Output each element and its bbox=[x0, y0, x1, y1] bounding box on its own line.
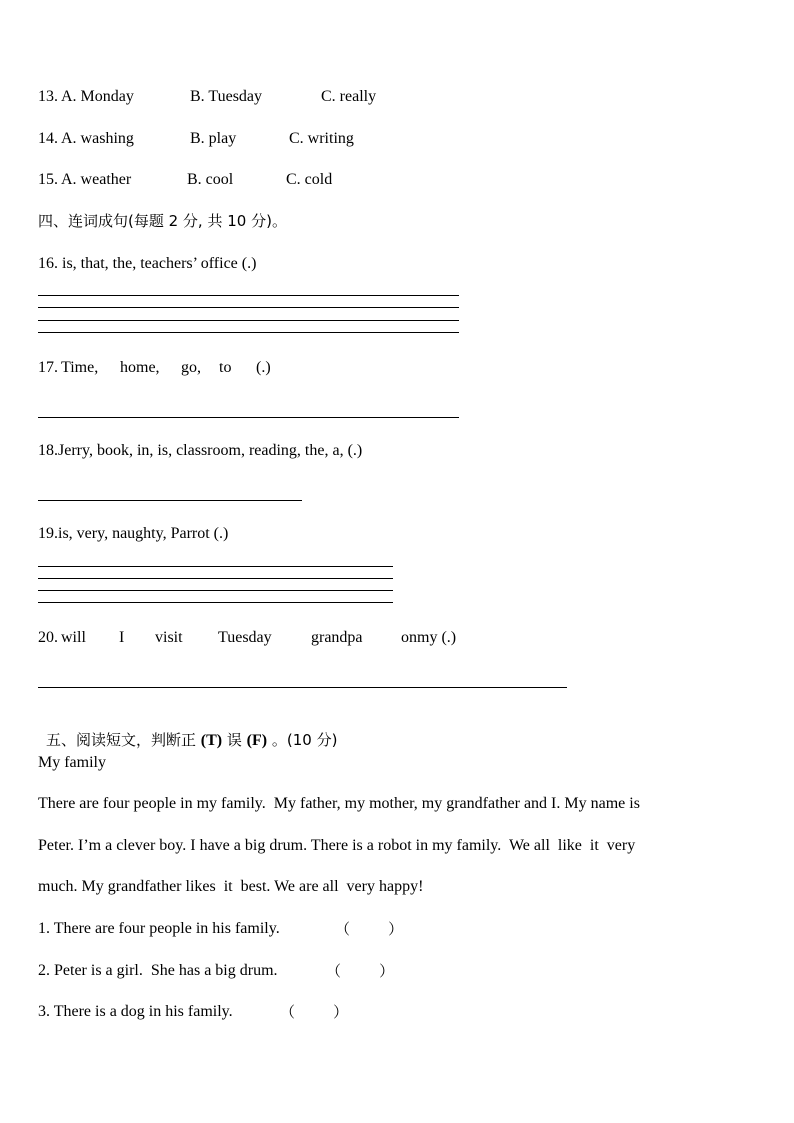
answer-bracket[interactable]: （ ） bbox=[326, 962, 395, 980]
statement-text: 1. There are four people in his family. bbox=[38, 920, 280, 937]
answer-line bbox=[38, 295, 459, 296]
answer-line bbox=[38, 417, 459, 418]
word: go, bbox=[181, 359, 201, 376]
word: home, bbox=[120, 359, 160, 376]
passage-title: My family bbox=[38, 754, 106, 771]
option-b: B. play bbox=[190, 130, 237, 147]
word: Tuesday bbox=[218, 629, 272, 646]
question-number: 20. bbox=[38, 629, 58, 646]
answer-bracket[interactable]: （ ） bbox=[280, 1003, 349, 1021]
statement-text: 3. There is a dog in his family. bbox=[38, 1003, 233, 1020]
answer-line bbox=[38, 687, 567, 688]
heading-text: 五、阅读短文，判断正 bbox=[46, 731, 201, 749]
question-number: 17. bbox=[38, 359, 58, 376]
answer-line bbox=[38, 566, 393, 567]
heading-text: 。(10 分) bbox=[267, 731, 338, 749]
answer-line bbox=[38, 307, 459, 308]
false-mark: (F) bbox=[246, 732, 268, 749]
true-mark: (T) bbox=[200, 732, 223, 749]
word: grandpa bbox=[311, 629, 363, 646]
answer-line bbox=[38, 590, 393, 591]
word: will bbox=[61, 629, 86, 646]
section5-heading bbox=[38, 710, 337, 751]
question-19: 19.is, very, naughty, Parrot (.) bbox=[38, 525, 229, 542]
question-16: 16. is, that, the, teachers’ office (.) bbox=[38, 255, 257, 272]
option-c: C. cold bbox=[286, 171, 333, 188]
option-c: C. really bbox=[321, 88, 377, 105]
word: onmy (.) bbox=[401, 629, 457, 646]
passage-line: Peter. I’m a clever boy. I have a big drum. There is a robot in my family. We all like it very bbox=[38, 837, 636, 854]
word: (.) bbox=[256, 359, 271, 376]
question-number: 15. bbox=[38, 171, 58, 188]
option-c: C. writing bbox=[289, 130, 354, 147]
option-b: B. Tuesday bbox=[190, 88, 263, 105]
option-a: A. washing bbox=[61, 130, 134, 147]
option-b: B. cool bbox=[187, 171, 234, 188]
word: visit bbox=[155, 629, 183, 646]
answer-line bbox=[38, 578, 393, 579]
word: I bbox=[119, 629, 125, 646]
answer-line bbox=[38, 332, 459, 333]
statement-text: 2. Peter is a girl. She has a big drum. bbox=[38, 962, 278, 979]
question-number: 13. bbox=[38, 88, 58, 105]
question-18: 18.Jerry, book, in, is, classroom, reading, the, a, (.) bbox=[38, 442, 363, 459]
answer-line bbox=[38, 320, 459, 321]
word: to bbox=[219, 359, 232, 376]
option-a: A. Monday bbox=[61, 88, 134, 105]
answer-bracket[interactable]: （ ） bbox=[335, 920, 404, 938]
section4-heading: 四、连词成句(每题 2 分, 共 10 分)。 bbox=[38, 212, 287, 230]
question-number: 14. bbox=[38, 130, 58, 147]
passage-line: much. My grandfather likes it best. We are all very happy! bbox=[38, 878, 424, 895]
answer-line bbox=[38, 500, 302, 501]
passage-line: There are four people in my family. My father, my mother, my grandfather and I. My name is bbox=[38, 795, 640, 812]
option-a: A. weather bbox=[61, 171, 132, 188]
answer-line bbox=[38, 602, 393, 603]
heading-text: 误 bbox=[222, 731, 247, 749]
word: Time, bbox=[61, 359, 99, 376]
